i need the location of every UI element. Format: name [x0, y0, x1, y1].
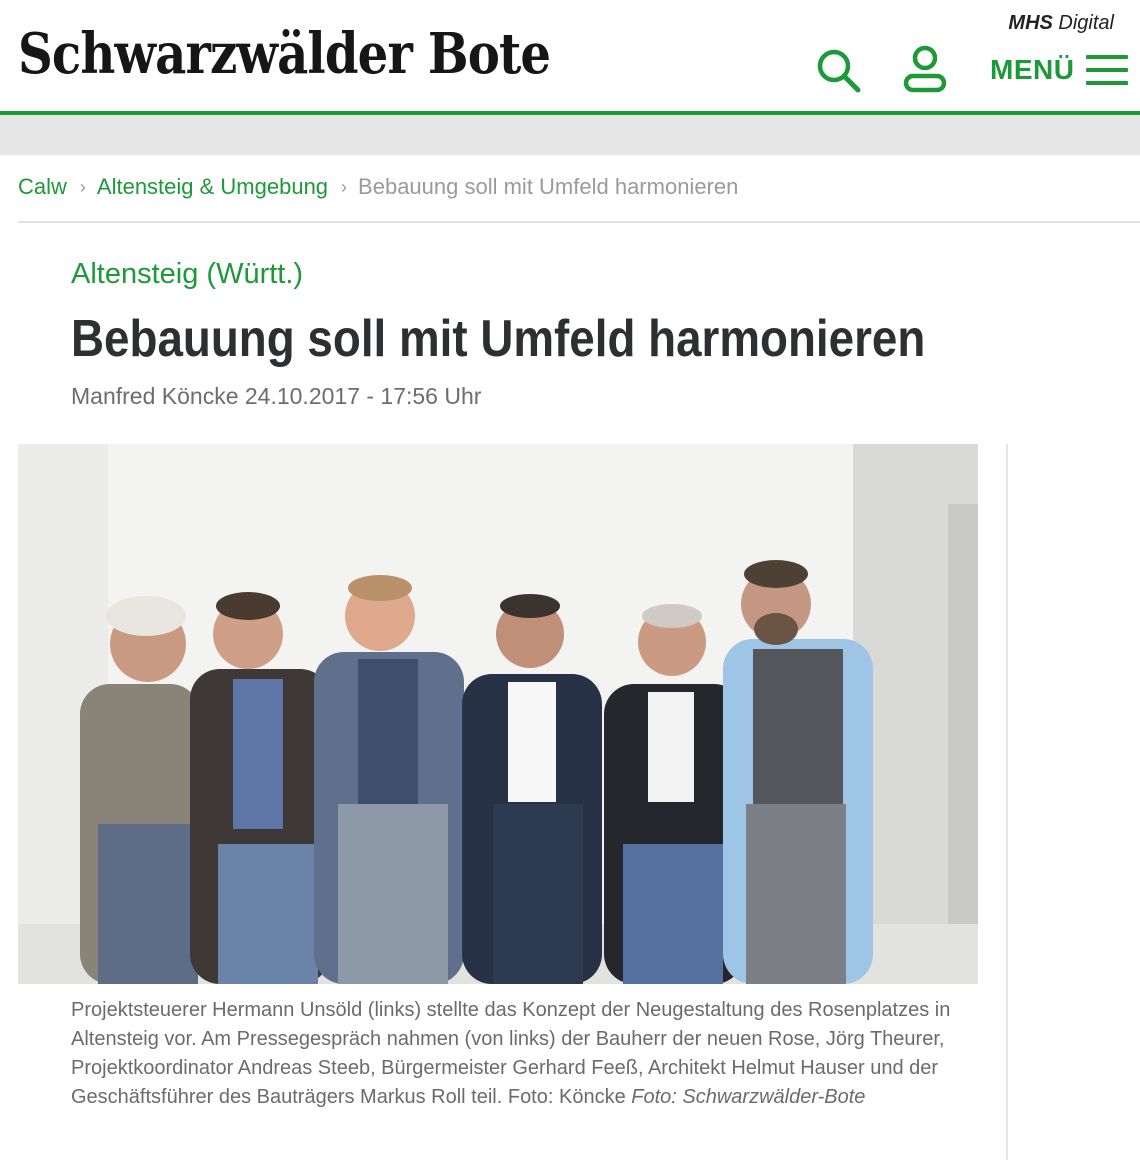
- mhs-digital-logo[interactable]: [1008, 12, 1114, 35]
- article-byline: Manfred Köncke 24.10.2017 - 17:56 Uhr: [71, 383, 482, 409]
- chevron-right-icon: ›: [79, 176, 86, 197]
- caption-text: Projektsteuerer Hermann Unsöld (links) stellte das Konzept der Neugestaltung des Rosenplatzes in Altensteig vor. Am Pressegespräch nahmen (von links) der Bauherr der neuen Rose, Jörg Theurer, Projektkoordinator Andreas Steeb, Bürgermeister Gerhard Feeß, Architekt Helmut Hauser und der Geschäftsführer des Bauträgers Markus Roll teil. Foto: Köncke: [71, 999, 951, 1108]
- chevron-right-icon: ›: [341, 176, 348, 197]
- menu-label: MENÜ: [990, 54, 1075, 85]
- article-title: Bebauung soll mit Umfeld harmonieren: [71, 310, 926, 368]
- caption-credit: Foto: Schwarzwälder-Bote: [631, 1086, 866, 1108]
- breadcrumb: [18, 172, 738, 202]
- search-icon: [814, 46, 862, 94]
- mhs-logo-light: Digital: [1058, 12, 1114, 34]
- menu-button[interactable]: [990, 52, 1128, 88]
- site-header: [0, 0, 1140, 113]
- site-logo[interactable]: Schwarzwälder Bote: [18, 21, 551, 87]
- search-button[interactable]: [814, 46, 862, 94]
- hamburger-menu-icon: [1086, 55, 1128, 85]
- header-ad-band: [0, 115, 1140, 155]
- article-kicker[interactable]: Altensteig (Württ.): [71, 258, 304, 290]
- breadcrumb-divider: [18, 221, 1140, 223]
- mhs-logo-strong: MHS: [1008, 12, 1053, 34]
- breadcrumb-current: Bebauung soll mit Umfeld harmonieren: [358, 174, 739, 199]
- sidebar-divider: [1006, 444, 1008, 1160]
- account-button[interactable]: [902, 44, 948, 94]
- user-icon: [902, 44, 948, 94]
- breadcrumb-link-calw[interactable]: Calw: [18, 174, 67, 199]
- photo-caption: [71, 996, 951, 1112]
- article-photo[interactable]: [18, 444, 978, 984]
- breadcrumb-link-altensteig[interactable]: Altensteig & Umgebung: [96, 174, 329, 199]
